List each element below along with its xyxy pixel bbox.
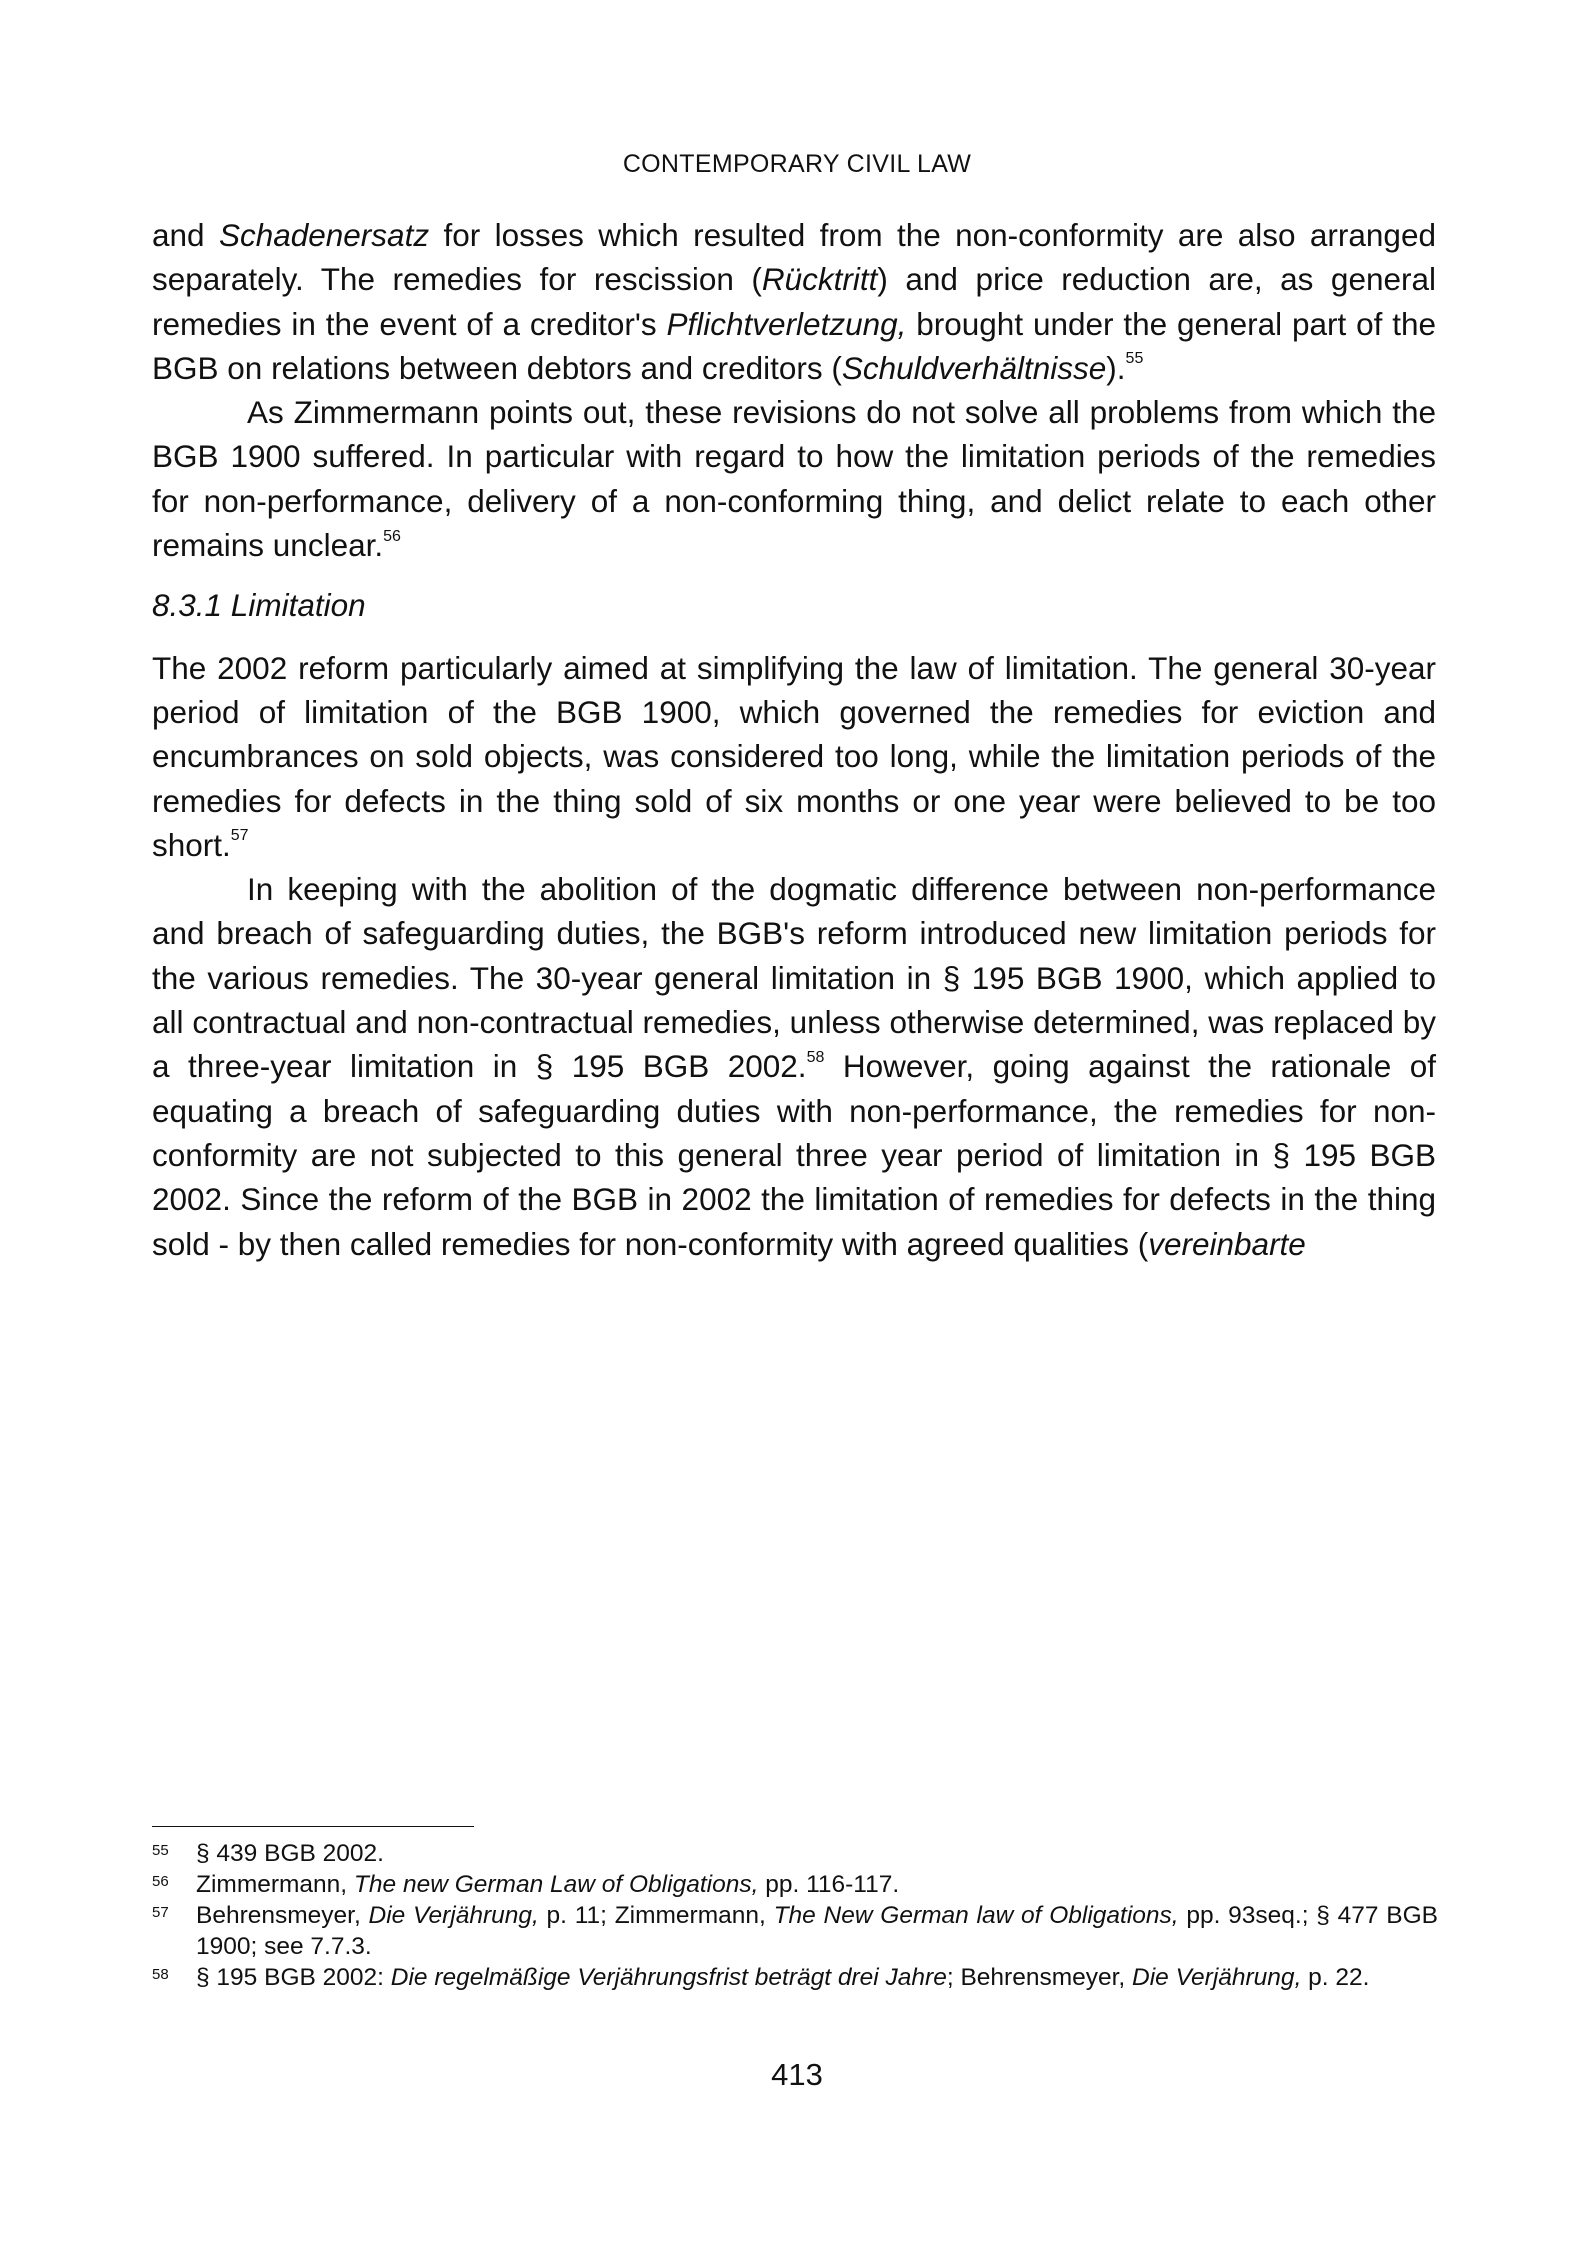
footnote-number: 56 [152, 1873, 169, 1890]
running-header: CONTEMPORARY CIVIL LAW [622, 150, 972, 178]
paragraph: and Schadenersatz for losses which resulted from the non-conformity are also arranged separately. The remedies for rescission (Rücktritt) and price reduction are, as general remedies in the event of a creditor's Pflichtverletzung, brought under the general part of the BGB on relations between debtors and creditors (Schuldverhältnisse).$^{55}$ [152, 217, 1437, 386]
footnote: 57 Behrensmeyer, Die Verjährung, p. 11; Zimmermann, The New German law of Obligations, pp. 93seq.; § 477 BGB 1900; see 7.7.3. [152, 1900, 1438, 1962]
footnote: 56 Zimmermann, The new German Law of Obligations, pp. 116-117. [152, 1869, 1438, 1900]
paragraph: As Zimmermann points out, these revisions do not solve all problems from which the BGB 1900 suffered. In particular with regard to how the limitation periods of the remedies for non-performance, delivery of a non-conforming thing, and delict relate to each other remains unclear.$^{56}$ [152, 394, 1436, 564]
footnote-ref: 58 [806, 1048, 825, 1066]
page-number: 413 [771, 2057, 823, 2092]
paragraph: The 2002 reform particularly aimed at simplifying the law of limitation. The general 30-year period of limitation of the BGB 1900, which governed the remedies for eviction and encumbrances on sold objects, was considered too long, while the limitation periods of the remedies for defects in the thing sold of six months or one year were believed to be too short.$^{57}$ [152, 649, 1436, 863]
footnote-ref: 55 [1125, 350, 1144, 368]
footnote: 58 § 195 BGB 2002: Die regelmäßige Verjährungsfrist beträgt drei Jahre; Behrensmeyer, Die Verjährung, p. 22. [152, 1962, 1438, 1993]
paragraph: In keeping with the abolition of the dogmatic difference between non-performance and breach of safeguarding duties, the BGB's reform introduced new limitation periods for the various remedies. The 30-year general limitation in § 195 BGB 1900, which applied to all contractual and non-contractual remedies, unless otherwise determined, was replaced by a three-year limitation in § 195 BGB 2002.58 However, going against the rationale of equating a breach of safeguarding duties with non-performance, the remedies for non-conformity are not subjected to this general three year period of limitation in § 195 BGB 2002. Since the reform of the BGB in 2002 the limitation of remedies for defects in the thing sold - by then called remedies for non-conformity with agreed qualities (vereinbarte [152, 871, 1436, 1262]
footnote-number: 57 [152, 1904, 169, 1921]
footnote-number: 55 [152, 1842, 169, 1859]
footnote-separator [152, 1826, 474, 1827]
main-text [152, 213, 1436, 1266]
footnote-number: 58 [152, 1966, 169, 1983]
section-heading: 8.3.1 Limitation [152, 587, 366, 624]
footnotes [152, 1838, 1438, 1993]
footnote-ref: 57 [230, 827, 249, 845]
footnote-ref: 56 [383, 527, 401, 545]
footnote: 55 § 439 BGB 2002. [152, 1838, 1438, 1869]
